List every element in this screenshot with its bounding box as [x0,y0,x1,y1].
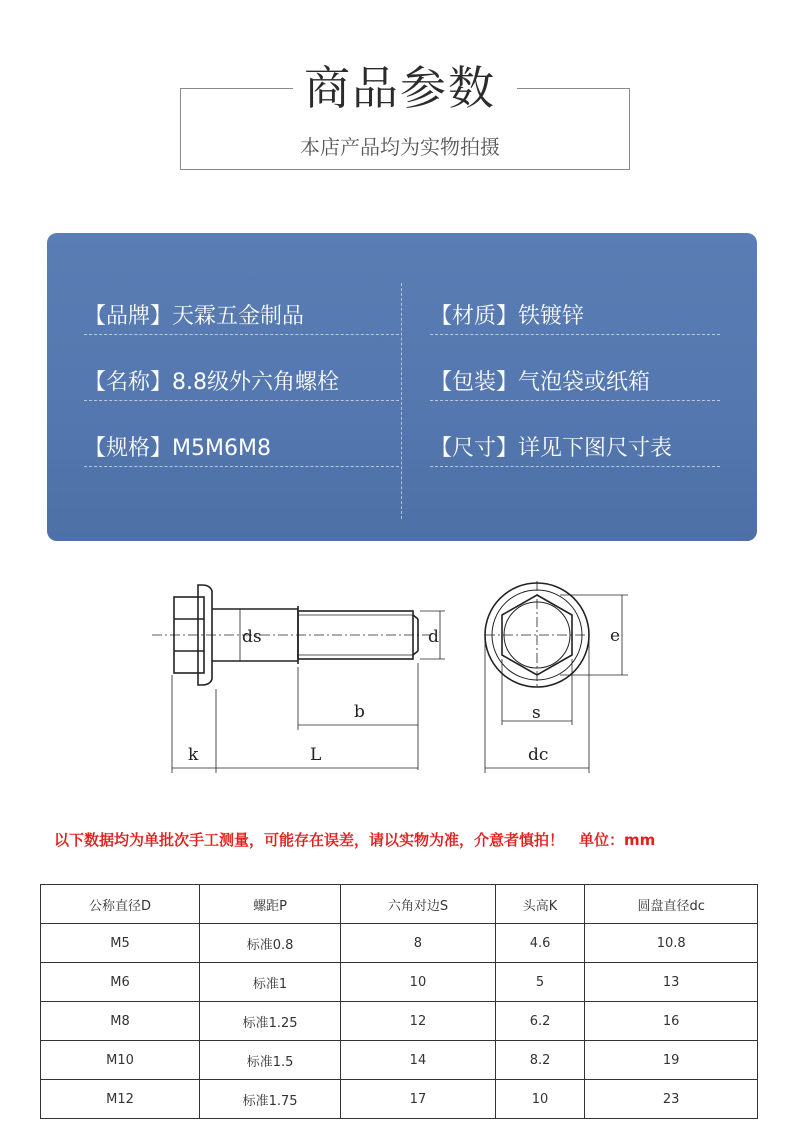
table-cell: 8.2 [495,1041,585,1080]
table-row [41,1002,758,1041]
header-head-height: 头高K [495,885,585,924]
header-nominal-diameter: 公称直径D [41,885,200,924]
header-pitch: 螺距P [199,885,340,924]
spec-table [40,884,758,1119]
header-flange-diameter: 圆盘直径dc [585,885,758,924]
table-cell: 10.8 [585,924,758,963]
table-cell: 标准1.5 [199,1041,340,1080]
table-cell: M10 [41,1041,200,1080]
label-s: s [532,703,541,723]
header-hex-across-flats: 六角对边S [341,885,496,924]
table-row [41,963,758,1002]
table-cell: 16 [585,1002,758,1041]
table-cell: M8 [41,1002,200,1041]
label-d: d [428,627,439,647]
info-packaging-tag: 【包装】 [430,370,519,395]
label-dc: dc [528,745,549,765]
info-spec [84,432,399,467]
info-name [84,366,399,401]
table-row [41,1041,758,1080]
label-e: e [610,626,621,646]
table-cell: 19 [585,1041,758,1080]
info-size-tag: 【尺寸】 [430,436,519,461]
table-cell: 17 [341,1080,496,1119]
info-size-value: 详见下图尺寸表 [518,436,673,461]
table-cell: 标准1 [199,963,340,1002]
measurement-notice: 以下数据均为单批次手工测量，可能存在误差，请以实物为准，介意者慎拍！ 单位：mm [54,831,656,849]
info-spec-value: M5M6M8 [172,436,271,461]
bolt-dimension-diagram [140,575,640,780]
product-info-panel [47,233,757,541]
table-cell: 4.6 [495,924,585,963]
table-cell: 14 [341,1041,496,1080]
info-material-tag: 【材质】 [430,304,519,329]
info-spec-tag: 【规格】 [84,436,173,461]
table-cell: 23 [585,1080,758,1119]
table-cell: M5 [41,924,200,963]
label-k: k [188,745,199,765]
page-title: 商品参数 [304,61,496,115]
table-cell: M12 [41,1080,200,1119]
info-name-value: 8.8级外六角螺栓 [172,370,340,395]
table-cell: 12 [341,1002,496,1041]
table-cell: 6.2 [495,1002,585,1041]
table-cell: 标准0.8 [199,924,340,963]
panel-divider [401,283,402,519]
table-row [41,1080,758,1119]
table-cell: 5 [495,963,585,1002]
label-ds: ds [242,627,262,647]
label-b: b [354,702,365,722]
info-name-tag: 【名称】 [84,370,173,395]
table-cell: 13 [585,963,758,1002]
info-brand-value: 天霖五金制品 [172,304,305,329]
info-material-value: 铁镀锌 [518,304,585,329]
table-cell: M6 [41,963,200,1002]
table-cell: 标准1.75 [199,1080,340,1119]
table-cell: 10 [495,1080,585,1119]
table-cell: 10 [341,963,496,1002]
info-material [430,300,720,335]
table-header-row [41,885,758,924]
table-cell: 标准1.25 [199,1002,340,1041]
table-cell: 8 [341,924,496,963]
info-size [430,432,720,467]
label-L: L [310,745,322,765]
info-packaging-value: 气泡袋或纸箱 [518,370,651,395]
info-packaging [430,366,720,401]
table-row [41,924,758,963]
page-subtitle: 本店产品均为实物拍摄 [300,135,500,159]
info-brand-tag: 【品牌】 [84,304,173,329]
info-brand [84,300,399,335]
